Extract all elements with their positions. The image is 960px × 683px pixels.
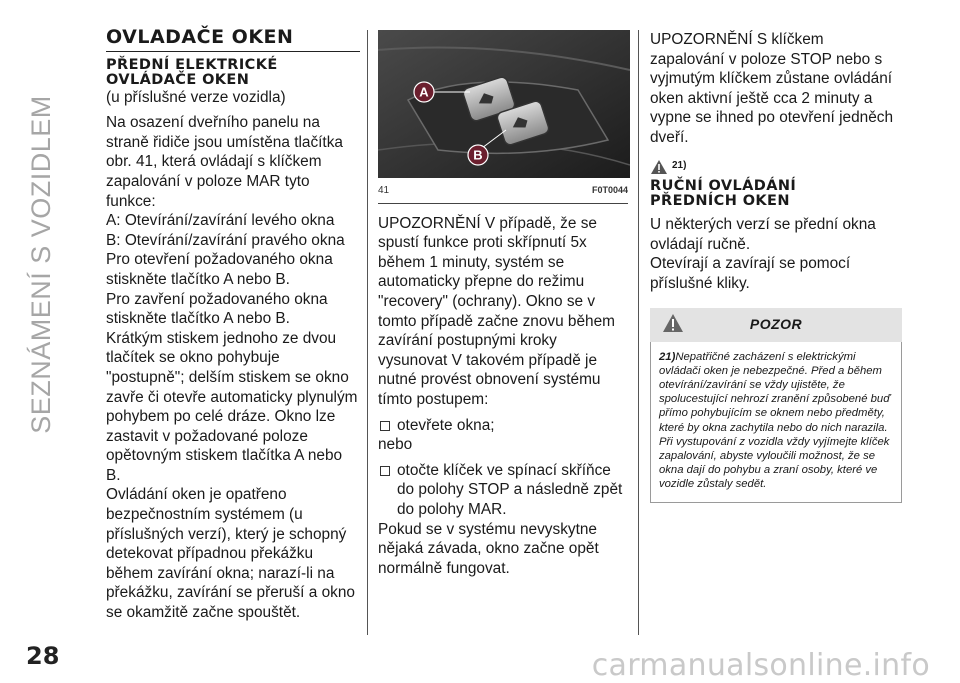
warning-key-paragraph: UPOZORNĚNÍ S klíčkem zapalování v poloze STOP nebo s vyjmutým klíčkem zůstane ovládání oken aktivní ještě cca 2 minuty a vypne se ihned po otevření jedněch dveří. — [650, 31, 894, 146]
subheading-line1: PŘEDNÍ ELEKTRICKÉ — [106, 56, 278, 73]
caution-box-body — [650, 342, 902, 503]
warning-reference — [650, 156, 902, 176]
chapter-side-title — [14, 24, 68, 504]
section-heading: OVLADAČE OKEN — [106, 28, 360, 52]
safety-paragraph: Ovládání oken je opatřeno bezpečnostním systémem (u příslušných verzí), který je schopný detekovat případnou překážku během zavírání okna; narazí-li na překážku, zavírání se přeruší a okno se okamžitě začne spouštět. — [106, 486, 355, 622]
column-2 — [378, 30, 628, 578]
warning-recovery-paragraph: UPOZORNĚNÍ V případě, že se spustí funkce proti skřípnutí 5x během 1 minuty, systém se automaticky přepne do režimu "recovery" (ochrany). Okno se v tomto případě začne znovu během zavírání postupnými kroky vysunovat V takovém případě je nutné provést obnovení systému tímto postupem: — [378, 214, 615, 408]
press-paragraph: Krátkým stiskem jednoho ze dvou tlačítek se okno pohybuje "postupně"; delším stiskem se okno zavře či otevře automaticky plynulým pohybem po celé dráze. Okno lze zastavit v požadované poloze opětovným stiskem tlačítka A nebo B. — [106, 329, 358, 484]
column-divider-2 — [638, 30, 639, 635]
checkbox-bullet-icon — [380, 421, 390, 431]
warning-reference-number: 21) — [672, 159, 687, 171]
step-1 — [378, 416, 628, 436]
manual-windows-heading — [650, 179, 902, 209]
figure-number: 41 — [378, 185, 390, 196]
caution-box-header — [650, 308, 902, 342]
resume-paragraph: Pokud se v systému nevyskytne nějaká závada, okno začne opět normálně fungovat. — [378, 520, 599, 577]
manual-heading-line1: RUČNÍ OVLÁDÁNÍ — [650, 178, 797, 195]
door-panel-illustration — [378, 30, 630, 178]
column-3 — [650, 30, 902, 503]
warning-triangle-icon — [662, 313, 684, 333]
manual-paragraph-1: U některých verzí se přední okna ovládají ručně. — [650, 216, 876, 253]
caution-title: POZOR — [749, 315, 803, 332]
function-a: A: Otevírání/zavírání levého okna — [106, 212, 335, 230]
subheading-line2: OVLÁDAČE OKEN — [106, 71, 250, 88]
caution-ref: 21) — [659, 350, 676, 363]
column-1 — [106, 28, 360, 623]
column-divider-1 — [367, 30, 368, 635]
chapter-title-text: SEZNÁMENÍ S VOZIDLEM — [25, 94, 56, 434]
watermark-text: carmanualsonline.info — [591, 648, 930, 683]
warning-triangle-icon — [650, 159, 668, 175]
figure-code: F0T0044 — [591, 185, 628, 195]
step-2 — [378, 461, 628, 520]
step-2-text: otočte klíček ve spínací skříňce do polohy STOP a následně zpět do polohy MAR. — [397, 461, 623, 518]
intro-paragraph: Na osazení dveřního panelu na straně řidiče jsou umístěna tlačítka obr. 41, která ovládají s klíčkem zapalování v poloze MAR tyto funkce: — [106, 114, 343, 210]
figure-caption — [378, 178, 628, 204]
page-number: 28 — [26, 642, 60, 670]
checkbox-bullet-icon — [380, 466, 390, 476]
or-text: nebo — [378, 436, 413, 454]
version-note: (u příslušné verze vozidla) — [106, 88, 286, 106]
caution-text: Nepatřičné zacházení s elektrickými ovládači oken je nebezpečné. Před a během otevírání/zavírání se vždy ujistěte, že spolucestující nehrozí zranění způsobené buď přímo pohybujícím se oknem nebo předměty, které by okna zachytila nebo do nich narazila. Při vystupování z vozidla vždy vyjímejte klíček zapalování, abyste vyloučili možnost, že se okna dají do pohybu a zraní osoby, které ve vozidle zůstaly sedět. — [659, 350, 891, 491]
manual-paragraph-2: Otevírají a zavírají se pomocí příslušné kliky. — [650, 255, 851, 292]
manual-heading-line2: PŘEDNÍCH OKEN — [650, 193, 790, 210]
callout-a-label: A — [419, 84, 429, 100]
step-1-text: otevřete okna; — [397, 416, 495, 434]
function-b: B: Otevírání/zavírání pravého okna — [106, 231, 345, 249]
open-paragraph: Pro otevření požadovaného okna stiskněte tlačítko A nebo B. — [106, 251, 333, 288]
close-paragraph: Pro zavření požadovaného okna stiskněte tlačítko A nebo B. — [106, 290, 328, 328]
figure-41-window-switches — [378, 30, 630, 178]
callout-b-label: B — [473, 147, 483, 163]
subsection-heading — [106, 58, 360, 88]
